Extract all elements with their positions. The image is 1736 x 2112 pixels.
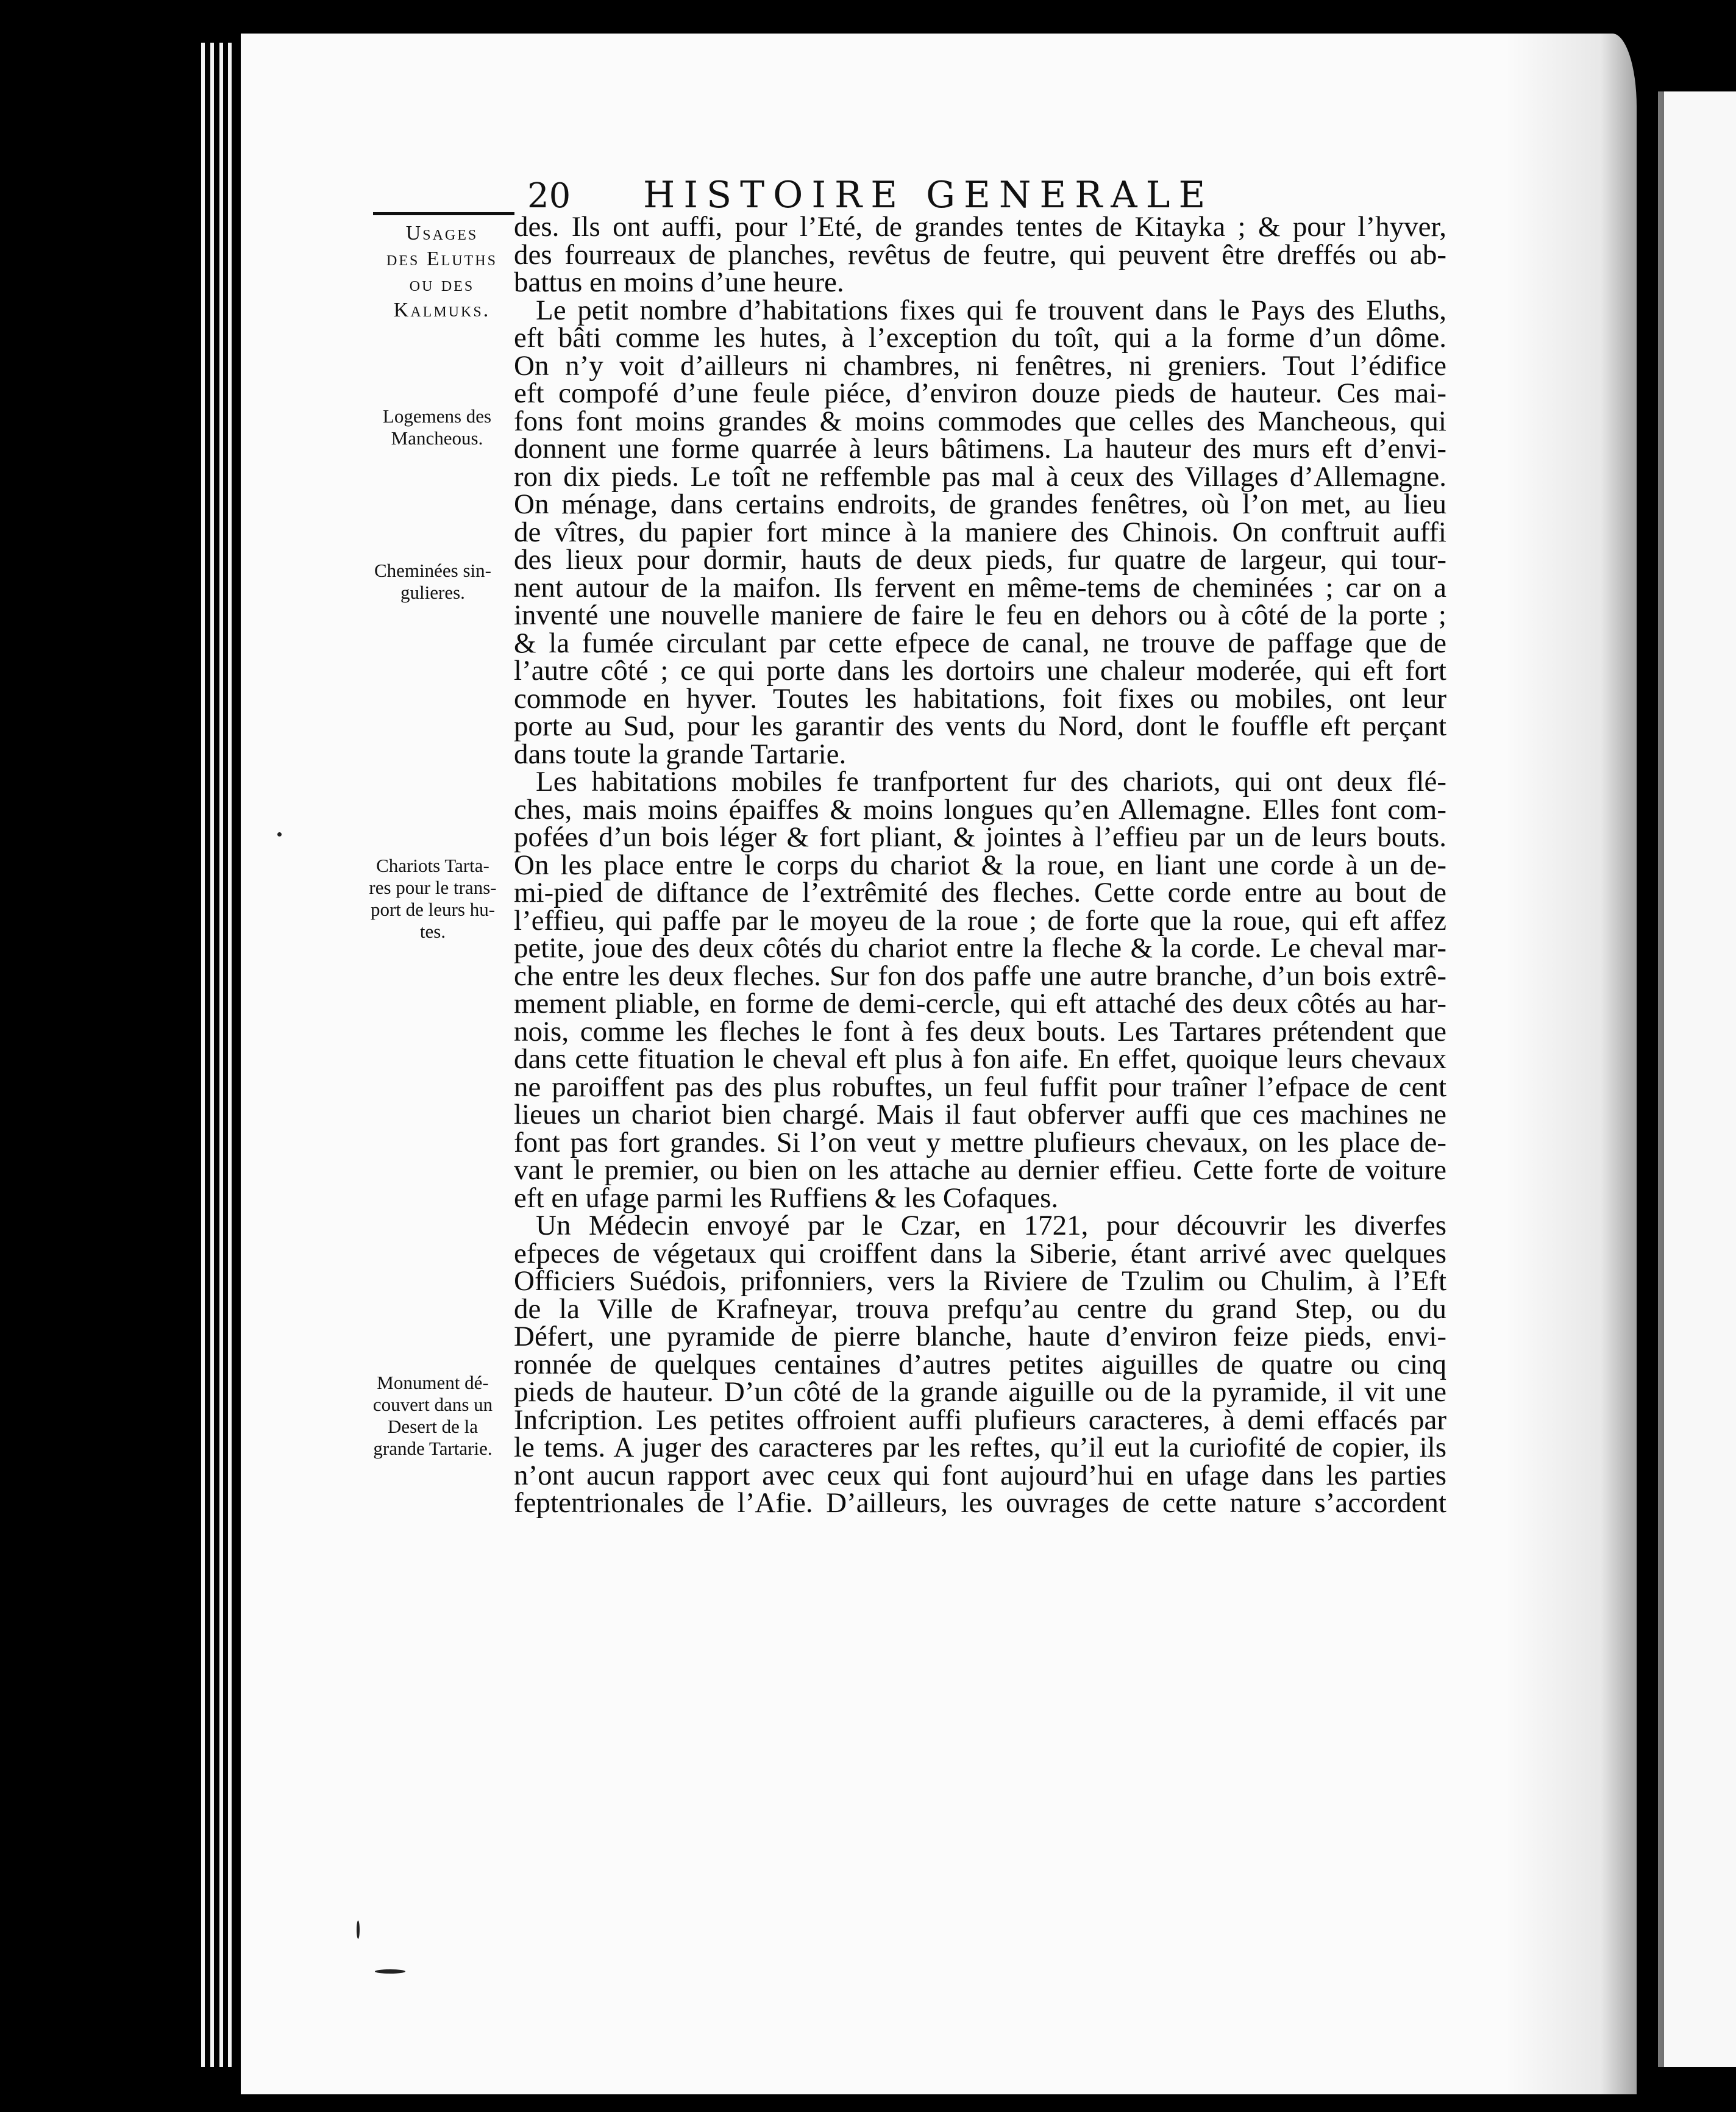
text-line: feptentrionales de l’Afie. D’ailleurs, les ouvrages de cette nature s’accordent [514,1487,1446,1519]
text-line: l’effieu, qui paffe par le moyeu de la roue ; de forte que la roue, qui eft affez [514,904,1446,936]
facing-page-sliver [1658,91,1736,2067]
text-line: Officiers Suédois, prifonniers, vers la Riviere de Tzulim ou Chulim, à l’Eft [514,1265,1446,1297]
margin-note-cheminees [357,560,509,604]
text-line: eft compofé d’une feule piéce, d’environ douze pieds de hauteur. Ces mai- [514,377,1446,409]
header-rule [373,212,514,215]
text-line: ches, mais moins épaiffes & moins longues qu’en Allemagne. Elles font com- [514,793,1446,826]
text-line: des lieux pour dormir, hauts de deux pieds, fur quatre de largeur, qui tour- [514,544,1446,576]
text-line: ne paroiffent pas des plus robuftes, un feul fuffit pour traîner l’efpace de cent [514,1071,1446,1103]
text-line: font pas fort grandes. Si l’on veut y mettre plufieurs chevaux, on les place de- [514,1126,1446,1158]
margin-note-logemens [361,405,513,449]
margin-note-line: Mancheous. [391,427,483,449]
text-line: Un Médecin envoyé par le Czar, en 1721, pour découvrir les diverfes [536,1210,1446,1241]
margin-note-line: port de leurs hu- [370,899,496,920]
margin-note-line: res pour le trans- [369,877,497,898]
margin-note-usages [366,221,518,323]
page-edge [210,43,214,2067]
text-line: donnent une forme quarrée à leurs bâtimens. La hauteur des murs eft d’envi- [514,433,1446,465]
scan-speck [277,832,282,837]
text-line: des fourreaux de planches, revêtus de feutre, qui peuvent être dreffés ou ab- [514,238,1446,271]
page-number: 20 [527,176,571,216]
text-line: dans cette fituation le cheval eft plus à fon aife. En effet, quoique leurs chevaux [514,1043,1446,1075]
text-line: de vîtres, du papier fort mince à la maniere des Chinois. On conftruit auffi [514,516,1446,548]
margin-note-line: tes. [419,921,446,942]
margin-note-line: des Eluths [386,248,497,270]
text-line: nent autour de la maifon. Ils fervent en même-tems de cheminées ; car on a [514,571,1446,604]
margin-note-line: Chariots Tarta- [376,855,489,876]
body-text [514,213,1446,1518]
text-line: n’ont aucun rapport avec ceux qui font aujourd’hui en ufage dans les parties [514,1459,1446,1491]
text-line: inventé une nouvelle maniere de faire le feu en dehors ou à côté de la porte ; [514,599,1446,631]
gutter-shadow [1506,34,1664,2094]
margin-note-line: grande Tartarie. [373,1438,493,1459]
margin-note-line: Cheminées sin- [374,560,491,581]
text-line: eft bâti comme les hutes, à l’exception du toît, qui a la forme d’un dôme. [514,322,1446,354]
scan-speck [357,1921,360,1939]
text-line: lieues un chariot bien chargé. Mais il faut obferver auffi que ces machines ne [514,1099,1446,1130]
text-line: petite, joue des deux côtés du chariot entre la fleche & la corde. Le cheval mar- [514,932,1446,964]
text-line: On les place entre le corps du chariot & la roue, en liant une corde à un de- [514,849,1446,881]
text-line: efpeces de végetaux qui croiffent dans la Siberie, étant arrivé avec quelques [514,1237,1446,1269]
text-line: porte au Sud, pour les garantir des vents du Nord, dont le fouffle eft perçant [514,710,1446,742]
text-line: Défert, une pyramide de pierre blanche, haute d’environ feize pieds, envi- [514,1321,1446,1352]
page-edge [201,43,205,2067]
running-title: HISTOIRE GENERALE [643,174,1214,216]
margin-note-line: Usages [405,222,478,244]
text-line: mement pliable, en forme de demi-cercle, qui eft attaché des deux côtés au har- [514,988,1446,1019]
text-line: & la fumée circulant par cette efpece de canal, ne trouve de paffage que de [514,627,1446,659]
text-line: Le petit nombre d’habitations fixes qui fe trouvent dans le Pays des Eluths, [536,294,1446,326]
text-line: mi-pied de diftance de l’extrêmité des fleches. Cette corde entre au bout de [514,877,1446,908]
margin-note-monument [357,1372,509,1460]
text-line: commode en hyver. Toutes les habitations, foit fixes ou mobiles, ont leur [514,682,1446,715]
text-line: fons font moins grandes & moins commodes que celles des Mancheous, qui [514,405,1446,437]
text-line: dans toute la grande Tartarie. [514,738,847,770]
text-line: Infcription. Les petites offroient auffi plufieurs caracteres, à demi effacés par [514,1404,1446,1436]
text-line: ronnée de quelques centaines d’autres petites aiguilles de quatre ou cinq [514,1348,1446,1380]
text-line: vant le premier, ou bien on les attache au dernier effieu. Cette forte de voiture [514,1154,1446,1186]
margin-note-line: Monument dé- [377,1372,489,1393]
margin-note-line: gulieres. [400,582,465,603]
margin-note-line: couvert dans un [372,1394,493,1415]
text-line: On n’y voit d’ailleurs ni chambres, ni fenêtres, ni greniers. Tout l’édifice [514,349,1446,382]
text-line: des. Ils ont auffi, pour l’Eté, de grandes tentes de Kitayka ; & pour l’hyver, [514,211,1446,243]
text-line: On ménage, dans certains endroits, de grandes fenêtres, où l’on met, au lieu [514,488,1446,520]
text-line: pofées d’un bois léger & fort pliant, & jointes à l’effieu par un de leurs bouts. [514,821,1446,853]
margin-note-line: ou des [409,273,475,296]
text-line: eft en ufage parmi les Ruffiens & les Cofaques. [514,1182,1059,1214]
text-line: de la Ville de Krafneyar, trouva prefqu’au centre du grand Step, ou du [514,1293,1446,1325]
text-line: pieds de hauteur. D’un côté de la grande aiguille ou de la pyramide, il vit une [514,1376,1446,1408]
margin-note-line: Logemens des [382,405,492,427]
page-edge [228,43,232,2067]
text-line: battus en moins d’une heure. [514,266,844,298]
text-line: Les habitations mobiles fe tranfportent fur des chariots, qui ont deux flé- [536,766,1446,797]
running-head [527,174,1289,216]
margin-note-chariots [357,855,509,943]
page-edge [219,43,223,2067]
margin-note-line: Desert de la [387,1416,478,1437]
text-line: nois, comme les fleches le font à fes deux bouts. Les Tartares prétendent que [514,1015,1446,1047]
text-line: l’autre côté ; ce qui porte dans les dortoirs une chaleur moderée, qui eft fort [514,655,1446,687]
text-line: ron dix pieds. Le toît ne reffemble pas mal à ceux des Villages d’Allemagne. [514,460,1446,493]
scan-speck [375,1969,405,1974]
text-line: le tems. A juger des caracteres par les reftes, qu’il eut la curiofité de copier, ils [514,1432,1446,1463]
margin-note-line: Kalmuks. [393,299,491,321]
text-line: che entre les deux fleches. Sur fon dos paffe une autre branche, d’un bois extrê- [514,960,1446,992]
